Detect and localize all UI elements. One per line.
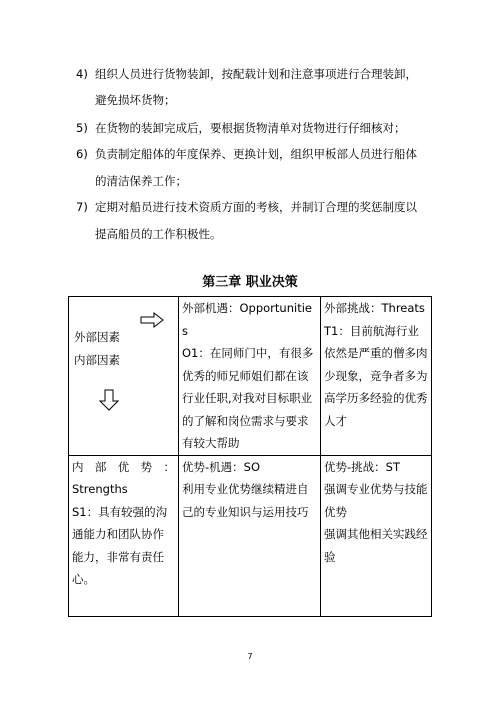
- page-number: 7: [247, 652, 253, 661]
- arrow-down-icon: [99, 389, 119, 411]
- list-item-text: 负责制定船体的年度保养、更换计划，组织甲板部人员进行船体: [95, 147, 417, 161]
- threats-cell: [321, 297, 432, 456]
- arrow-right-icon: [140, 312, 164, 328]
- strengths-header: 内部优势：: [72, 459, 175, 474]
- factors-cell: [69, 297, 179, 456]
- internal-factor-label: 内部因素: [74, 353, 120, 367]
- list-item-number: 6): [76, 147, 88, 161]
- list-item-number: 7): [76, 200, 88, 214]
- so-header: 优势-机遇：SO: [182, 459, 261, 474]
- so-text: 利用专业优势继续精进自己的专业知识与运用技巧: [182, 482, 309, 519]
- threats-text: T1：目前航海行业依然是严重的僧多肉少现象，竞争者多为高学历多经验的优秀人才: [324, 323, 428, 428]
- st-strategy-cell: [321, 455, 432, 616]
- st-line: 强调其他相关实践经验: [324, 527, 428, 564]
- strengths-cell: [69, 455, 179, 616]
- list-item-continuation: 提高船员的工作积极性。: [95, 227, 222, 241]
- st-line: 强调专业优势与技能优势: [324, 482, 428, 519]
- list-item-continuation: 避免损坏货物；: [95, 93, 176, 107]
- list-item-continuation: 的清洁保养工作；: [95, 174, 187, 188]
- opportunities-text: O1：在同师门中，有很多优秀的师兄师姐们都在该行业任职,对我对目标职业的了解和岗位需求与要求有较大帮助: [182, 346, 314, 450]
- list-item-number: 5): [76, 121, 88, 135]
- list-item-number: 4): [76, 67, 88, 81]
- threats-header: 外部挑战：Threats: [324, 301, 425, 315]
- list-item-text: 组织人员进行货物装卸，按配载计划和注意事项进行合理装卸，: [95, 67, 417, 81]
- st-header: 优势-挑战：ST: [324, 459, 400, 474]
- chapter-title: 第三章 职业决策: [202, 275, 298, 290]
- opportunities-header: 外部机遇：Opportunities: [182, 301, 312, 338]
- so-strategy-cell: [179, 455, 321, 616]
- strengths-word: Strengths: [72, 482, 128, 496]
- opportunities-cell: [179, 297, 321, 456]
- external-factor-label: 外部因素: [74, 330, 120, 344]
- list-item-text: 在货物的装卸完成后，要根据货物清单对货物进行仔细核对；: [95, 121, 406, 135]
- list-item-text: 定期对船员进行技术资质方面的考核，并制订合理的奖惩制度以: [95, 200, 417, 214]
- strengths-text: S1：具有较强的沟通能力和团队协作能力，非常有责任心。: [72, 504, 168, 586]
- swot-table: [68, 296, 432, 617]
